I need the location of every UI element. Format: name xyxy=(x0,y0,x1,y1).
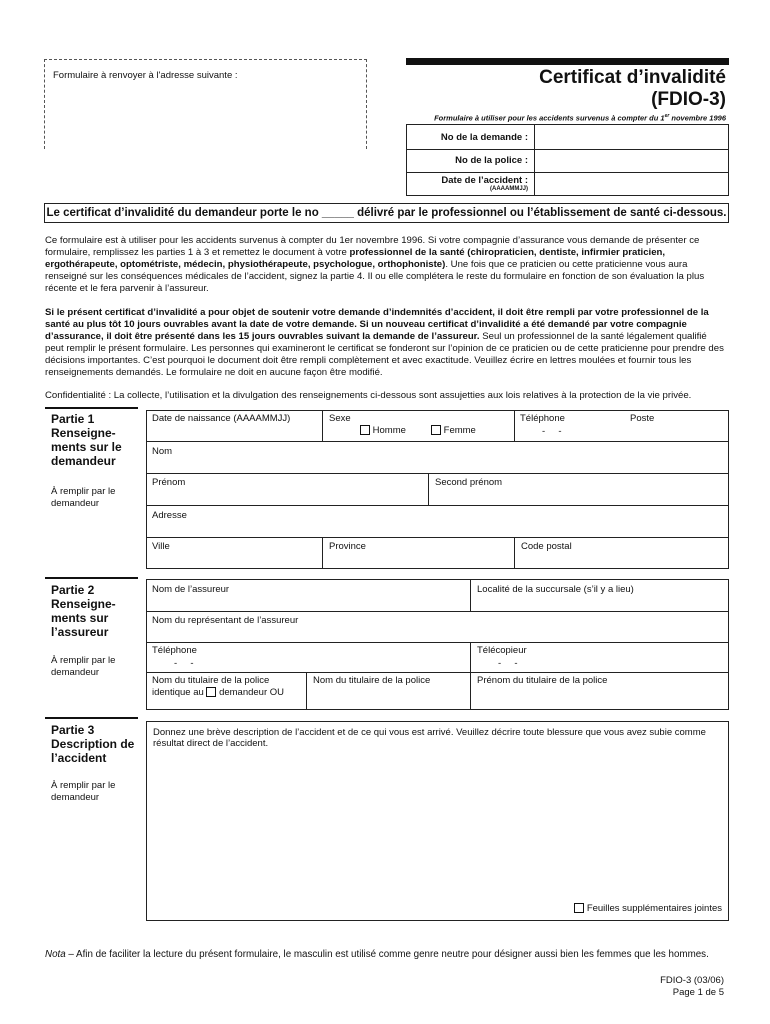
return-address-box[interactable] xyxy=(44,59,367,149)
homme-checkbox[interactable] xyxy=(360,425,370,435)
middle-name-field[interactable] xyxy=(428,473,729,506)
policyholder-same-field xyxy=(146,672,307,710)
phone-format: - - xyxy=(542,426,562,437)
dob-field[interactable] xyxy=(146,410,323,442)
policyholder-first-name-label: Prénom du titulaire de la police xyxy=(477,675,608,686)
accident-date-field[interactable] xyxy=(535,173,728,195)
policyholder-last-name-label: Nom du titulaire de la police xyxy=(313,675,431,686)
femme-checkbox[interactable] xyxy=(431,425,441,435)
policyholder-same-checkbox[interactable] xyxy=(206,687,216,697)
policyholder-same-label-3: demandeur OU xyxy=(219,687,285,698)
part2-note: À remplir par le demandeur xyxy=(51,655,116,678)
policyholder-first-name-field[interactable] xyxy=(470,672,729,710)
part3-note: À remplir par le demandeur xyxy=(51,780,116,803)
postal-code-label: Code postal xyxy=(521,541,572,552)
header-title: Certificat d’invalidité xyxy=(539,67,726,88)
sex-label: Sexe xyxy=(329,413,351,424)
phone-label: Téléphone xyxy=(520,413,565,424)
address-field[interactable] xyxy=(146,505,729,538)
accident-date-format: (AAAAMMJJ) xyxy=(490,186,528,192)
nota-text: Nota – Afin de faciliter la lecture du présent formulaire, le masculin est utilisé comme genre neutre pour désigner aussi bien les femmes que les hommes. xyxy=(45,949,709,960)
additional-sheets-checkbox[interactable] xyxy=(574,903,584,913)
extension-label: Poste xyxy=(630,413,655,424)
insurer-phone-label: Téléphone xyxy=(152,645,197,656)
header-code: (FDIO-3) xyxy=(651,89,726,110)
address-label: Adresse xyxy=(152,510,187,521)
part3-rule xyxy=(45,717,138,719)
accident-description-field[interactable] xyxy=(146,721,729,921)
last-name-field[interactable] xyxy=(146,441,729,474)
city-field[interactable] xyxy=(146,537,323,569)
last-name-label: Nom xyxy=(152,446,173,457)
additional-sheets-label: Feuilles supplémentaires jointes xyxy=(586,903,722,914)
middle-name-label: Second prénom xyxy=(435,477,503,488)
representative-field[interactable] xyxy=(146,611,729,643)
city-label: Ville xyxy=(152,541,170,552)
policy-number-field[interactable] xyxy=(535,150,728,172)
part3-title: Partie 3 Description de l’accident xyxy=(51,723,135,765)
postal-code-field[interactable] xyxy=(514,537,729,569)
policyholder-same-label-2: identique au xyxy=(152,687,204,698)
part2-title: Partie 2 Renseigne-ments sur l’assureur xyxy=(51,583,116,639)
accident-date-label: Date de l’accident : xyxy=(441,175,528,186)
first-name-field[interactable] xyxy=(146,473,429,506)
part1-note: À remplir par le demandeur xyxy=(51,486,116,509)
insurer-phone-format: - - xyxy=(174,658,194,669)
accident-description-instructions: Donnez une brève description de l’accident et de ce qui vous est arrivé. Veuillez décrire toute blessure que vous avez subie comme résultat direct de l’accident. xyxy=(153,727,706,749)
first-name-label: Prénom xyxy=(152,477,186,488)
dob-label: Date de naissance (AAAAMMJJ) xyxy=(152,413,291,424)
insurer-name-label: Nom de l’assureur xyxy=(152,584,230,595)
part1-title: Partie 1 Renseigne-ments sur le demandeur xyxy=(51,412,122,468)
insurer-fax-field[interactable] xyxy=(470,642,729,673)
homme-label: Homme xyxy=(372,425,406,436)
intro-paragraph-1: Ce formulaire est à utiliser pour les accidents survenus à compter du 1er novembre 1996. Si votre compagnie d’assurance vous demande de présenter ce formulaire, remplissez les parties 1 à 3 et remettez le document à votre professionnel de la santé (chiropraticien, dentiste, infirmier praticien, ergothérapeute, optométriste, médecin, physiothérapeute, psychologue, orthophoniste). Une fois que ce praticien ou cette praticienne vous aura renseigné sur les conséquences médicales de l’accident, signez la partie 4. Il ou elle complétera le reste du formulaire en fonction de son évaluation la plus récente et le fera parvenir à l’assureur. xyxy=(45,235,705,295)
confidentiality-notice: Confidentialité : La collecte, l’utilisation et la divulgation des renseignements ci-dessous sont assujetties aux lois relatives à la protection de la vie privée. xyxy=(45,390,692,401)
policyholder-last-name-field[interactable] xyxy=(306,672,471,710)
insurer-name-field[interactable] xyxy=(146,579,471,612)
intro-paragraph-2: Si le présent certificat d’invalidité a pour objet de soutenir votre demande d’indemnités d’accident, il doit être rempli par votre professionnel de la santé au plus tôt 10 jours ouvrables avant la date de votre demande. Si un nouveau certificat d’invalidité a été demandé par votre compagnie d’assurance, il doit être présenté dans les 15 jours ouvrables suivant la demande de l’assureur. Seul un professionnel de la santé légalement qualifié peut remplir le présent formulaire. Les personnes qui examineront le certificat se fonderont sur l’opinion de ce praticien ou de cette praticienne pour prendre des décisions importantes. C’est pourquoi le document doit être rempli complètement et avec exactitude. Veuillez écrire en lettres moulées et fournir tous les renseignements demandés. Le formulaire ne doit en aucune façon être modifié. xyxy=(45,307,724,379)
return-address-label: Formulaire à renvoyer à l'adresse suivante : xyxy=(53,70,238,81)
province-label: Province xyxy=(329,541,366,552)
insurer-phone-field[interactable] xyxy=(146,642,471,673)
sex-field xyxy=(322,410,515,442)
insurer-fax-format: - - xyxy=(498,658,518,669)
claim-number-field[interactable] xyxy=(535,125,728,149)
branch-location-field[interactable] xyxy=(470,579,729,612)
province-field[interactable] xyxy=(322,537,515,569)
header-top-bar xyxy=(406,58,729,65)
branch-location-label: Localité de la succursale (s’il y a lieu) xyxy=(477,584,634,595)
certificate-banner: Le certificat d’invalidité du demandeur porte le no _____ délivré par le professionnel ou l’établissement de santé ci-dessous. xyxy=(44,203,729,223)
page-number: Page 1 de 5 xyxy=(672,987,724,998)
femme-label: Femme xyxy=(443,425,476,436)
insurer-fax-label: Télécopieur xyxy=(477,645,527,656)
policyholder-same-label: Nom du titulaire de la police xyxy=(152,675,270,686)
policy-number-label: No de la police : xyxy=(455,155,528,166)
claimant-phone-field[interactable] xyxy=(514,410,729,442)
form-id: FDIO-3 (03/06) xyxy=(660,975,724,986)
claim-number-label: No de la demande : xyxy=(440,132,528,143)
header-subtitle: Formulaire à utiliser pour les accidents survenus à compter du 1er novembre 1996 xyxy=(434,113,726,123)
part2-rule xyxy=(45,577,138,579)
header-fields-table xyxy=(406,124,729,196)
representative-label: Nom du représentant de l’assureur xyxy=(152,615,299,626)
part1-rule xyxy=(45,407,138,409)
